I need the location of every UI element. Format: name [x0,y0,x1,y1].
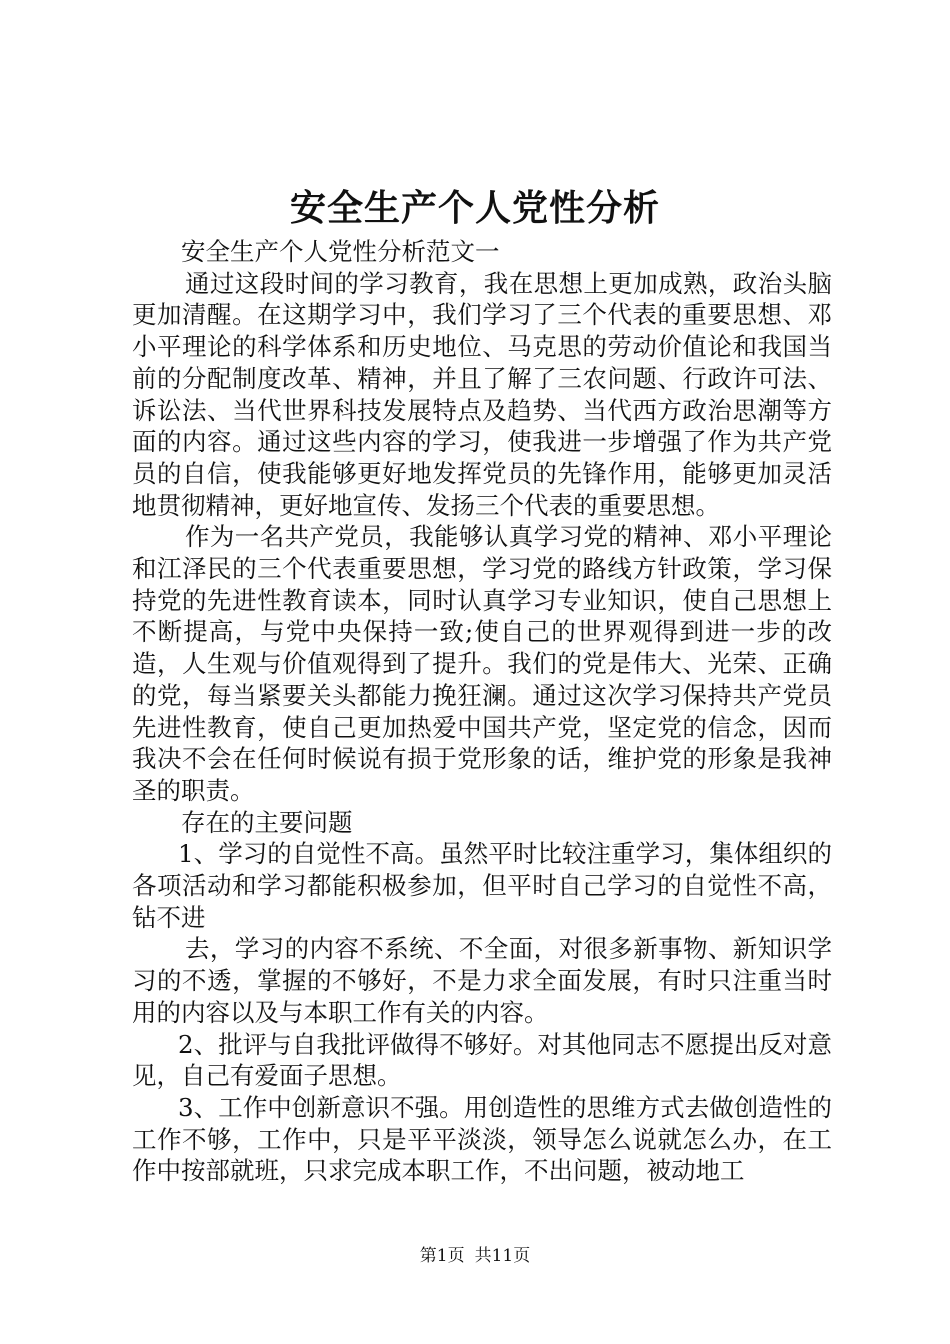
problem-item-2: 2、批评与自我批评做得不够好。对其他同志不愿提出反对意见，自己有爱面子思想。 [132,1029,832,1091]
subheading-main-problems: 存在的主要问题 [181,807,353,837]
paragraph-2: 作为一名共产党员，我能够认真学习党的精神、邓小平理论和江泽民的三个代表重要思想，学习党的路线方针政策，学习保持党的先进性教育读本，同时认真学习专业知识，使自己思想上不断提高，与党中央保持一致;使自己的世界观得到进一步的改造，人生观与价值观得到了提升。我们的党是伟大、光荣、正确的党，每当紧要关头都能力挽狂澜。通过这次学习保持共产党员先进性教育，使自己更加热爱中国共产党，坚定党的信念，因而我决不会在任何时候说有损于党形象的话，维护党的形象是我神圣的职责。 [132,522,832,805]
document-title: 安全生产个人党性分析 [289,187,660,229]
problem-item-1: 1、学习的自觉性不高。虽然平时比较注重学习，集体组织的各项活动和学习都能积极参加，但平时自己学习的自觉性不高，钻不进 [132,839,832,932]
page-number: 第1页 [419,1246,465,1266]
section-heading: 安全生产个人党性分析范文一 [181,237,500,266]
page-total: 共11页 [474,1246,531,1266]
page-footer [0,1244,950,1268]
problem-item-3: 3、工作中创新意识不强。用创造性的思维方式去做创造性的工作不够，工作中，只是平平淡淡，领导怎么说就怎么办，在工作中按部就班，只求完成本职工作，不出问题，被动地工 [132,1092,832,1186]
document-body [132,236,832,1187]
problem-item-1-continued: 去，学习的内容不系统、不全面，对很多新事物、新知识学习的不透，掌握的不够好，不是力求全面发展，有时只注重当时用的内容以及与本职工作有关的内容。 [132,934,832,1027]
paragraph-1: 通过这段时间的学习教育，我在思想上更加成熟，政治头脑更加清醒。在这期学习中，我们学习了三个代表的重要思想、邓小平理论的科学体系和历史地位、马克思的劳动价值论和我国当前的分配制度改革、精神，并且了解了三农问题、行政许可法、诉讼法、当代世界科技发展特点及趋势、当代西方政治思潮等方面的内容。通过这些内容的学习，使我进一步增强了作为共产党员的自信，使我能够更好地发挥党员的先锋作用，能够更加灵活地贯彻精神，更好地宣传、发扬三个代表的重要思想。 [132,268,832,520]
